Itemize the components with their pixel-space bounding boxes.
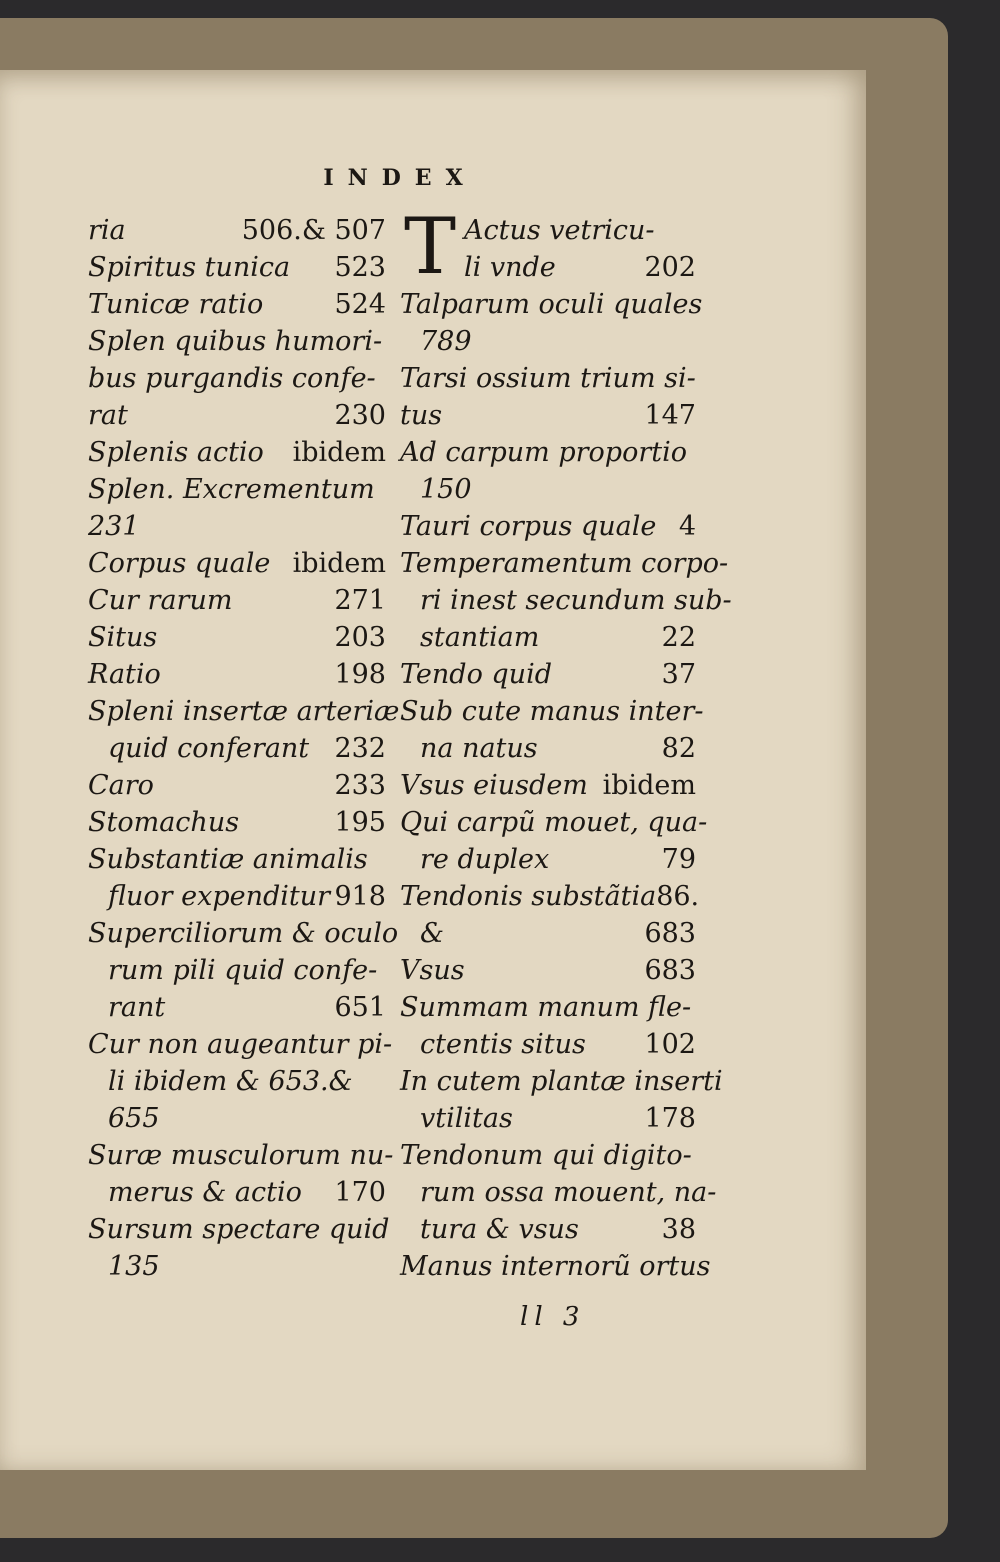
entry-text: &: [420, 918, 445, 949]
index-entry: [400, 989, 696, 1026]
entry-text: li ibidem & 653.&: [108, 1066, 353, 1097]
index-entry: [400, 471, 696, 508]
entry-page-ref: ibidem: [602, 770, 696, 801]
entry-text: quid conferant: [108, 733, 310, 764]
entry-text: 789: [420, 326, 472, 357]
entry-text: Superciliorum & oculo: [88, 918, 399, 949]
entry-text: Ratio: [88, 659, 161, 690]
index-entry: [400, 1248, 711, 1285]
index-entry: [400, 730, 696, 767]
entry-page-ref: 86.: [656, 881, 700, 912]
index-entry: [88, 804, 386, 841]
entry-page-ref: ibidem: [292, 437, 386, 468]
entry-text: Situs: [88, 622, 158, 653]
entry-page-ref: 683: [644, 955, 696, 986]
index-entry: [400, 878, 700, 915]
index-entry: [88, 952, 386, 989]
entry-page-ref: 147: [644, 400, 696, 431]
drop-capital: T: [404, 202, 457, 292]
index-entry: [88, 767, 386, 804]
index-entry: [88, 1211, 390, 1248]
entry-text: Ad carpum proportio: [400, 437, 687, 468]
index-entry: [88, 730, 386, 767]
index-entry: [400, 1063, 723, 1100]
entry-page-ref: 38: [661, 1214, 696, 1245]
index-entry: [400, 582, 732, 619]
index-entry: [88, 471, 386, 508]
index-entry: [88, 360, 386, 397]
entry-text: Qui carpũ mouet, qua-: [400, 807, 708, 838]
entry-text: Splen. Excrementum: [88, 474, 375, 505]
index-entry: [400, 693, 704, 730]
index-entry: [88, 1026, 393, 1063]
index-entry: [88, 878, 386, 915]
entry-page-ref: 651: [334, 992, 386, 1023]
index-column-left: [88, 212, 400, 1285]
entry-text: Cur non augeantur pi-: [88, 1029, 393, 1060]
entry-page-ref: 22: [661, 622, 696, 653]
entry-text: Sursum spectare quid: [88, 1214, 390, 1245]
entry-text: tus: [400, 400, 443, 431]
index-entry: [88, 323, 386, 360]
entry-text: Spiritus tunica: [88, 252, 291, 283]
entry-page-ref: 506.& 507: [241, 215, 386, 246]
entry-text: Tunicæ ratio: [88, 289, 264, 320]
entry-text: fluor expenditur: [108, 881, 331, 912]
index-entry: [88, 656, 386, 693]
index-entry: [88, 545, 386, 582]
entry-text: Temperamentum corpo-: [400, 548, 729, 579]
index-entry: [88, 397, 386, 434]
entry-text: ri inest secundum sub-: [420, 585, 732, 616]
entry-page-ref: 170: [334, 1177, 386, 1208]
entry-text: Spleni insertæ arteriæ: [88, 696, 400, 727]
index-entry: [88, 508, 386, 545]
entry-text: Talparum oculi quales: [400, 289, 703, 320]
index-entry: [400, 397, 696, 434]
index-entry: [400, 656, 696, 693]
entry-page-ref: 195: [334, 807, 386, 838]
entry-page-ref: 232: [334, 733, 386, 764]
entry-page-ref: 79: [661, 844, 696, 875]
entry-text: stantiam: [420, 622, 540, 653]
entry-text: 150: [420, 474, 472, 505]
index-entry: [400, 804, 708, 841]
index-entry: [88, 989, 386, 1026]
entry-text: 655: [108, 1103, 160, 1134]
index-entry: [400, 1174, 717, 1211]
index-entry: [400, 323, 696, 360]
entry-text: rat: [88, 400, 128, 431]
page-header: INDEX: [323, 165, 477, 191]
entry-text: In cutem plantæ inserti: [400, 1066, 723, 1097]
index-entry: [400, 434, 696, 471]
entry-text: vtilitas: [420, 1103, 513, 1134]
index-entry: [88, 1137, 394, 1174]
entry-text: re duplex: [420, 844, 550, 875]
entry-text: Substantiæ animalis: [88, 844, 368, 875]
index-entry: [400, 286, 703, 323]
entry-text: Manus internorũ ortus: [400, 1251, 711, 1282]
entry-page-ref: 524: [334, 289, 386, 320]
entry-text: Suræ musculorum nu-: [88, 1140, 394, 1171]
entry-text: rum ossa mouent, na-: [420, 1177, 717, 1208]
index-entry: [88, 582, 386, 619]
entry-text: Caro: [88, 770, 154, 801]
entry-text: Tendonis substãtia: [400, 881, 657, 912]
index-entry: [88, 1063, 386, 1100]
index-entry: [400, 767, 696, 804]
index-entry: [88, 286, 386, 323]
entry-page-ref: 230: [334, 400, 386, 431]
entry-text: Splen quibus humori-: [88, 326, 383, 357]
entry-page-ref: 233: [334, 770, 386, 801]
entry-text: Vsus eiusdem: [400, 770, 588, 801]
entry-text: bus purgandis confe-: [88, 363, 376, 394]
index-entry: [88, 1174, 386, 1211]
entry-page-ref: 683: [644, 918, 696, 949]
entry-text: tura & vsus: [420, 1214, 579, 1245]
index-entry: [400, 508, 696, 545]
index-entry: [400, 619, 696, 656]
index-entry: [400, 545, 729, 582]
entry-text: Cur rarum: [88, 585, 233, 616]
entry-text: Stomachus: [88, 807, 240, 838]
index-entry: [400, 952, 696, 989]
index-entry: [400, 360, 696, 397]
entry-text: 135: [108, 1251, 160, 1282]
index-entry: [88, 619, 386, 656]
index-entry: [400, 1211, 696, 1248]
entry-text: Tarsi ossium trium si-: [400, 363, 696, 394]
entry-text: Tendonum qui digito-: [400, 1140, 692, 1171]
entry-text: ctentis situs: [420, 1029, 586, 1060]
entry-text: na natus: [420, 733, 538, 764]
entry-page-ref: 178: [644, 1103, 696, 1134]
entry-text: Splenis actio: [88, 437, 264, 468]
entry-text: Actus vetricu-: [464, 215, 655, 246]
index-entry: [88, 212, 386, 249]
entry-page-ref: 202: [644, 252, 696, 283]
index-entry: [88, 915, 399, 952]
index-entry: [400, 249, 696, 286]
entry-text: Sub cute manus inter-: [400, 696, 704, 727]
index-entry: [88, 1248, 386, 1285]
entry-page-ref: 203: [334, 622, 386, 653]
entry-text: Summam manum fle-: [400, 992, 692, 1023]
entry-page-ref: 271: [334, 585, 386, 616]
index-entry: [400, 915, 696, 952]
entry-page-ref: 918: [334, 881, 386, 912]
entry-page-ref: 37: [661, 659, 696, 690]
index-entry: [88, 1100, 386, 1137]
index-column-right: [400, 202, 732, 1285]
index-entry: [88, 841, 386, 878]
entry-page-ref: 198: [334, 659, 386, 690]
index-entry: [400, 1100, 696, 1137]
entry-text: rant: [108, 992, 166, 1023]
entry-page-ref: 82: [661, 733, 696, 764]
index-entry: [400, 841, 696, 878]
entry-text: Tendo quid: [400, 659, 552, 690]
entry-page-ref: 4: [678, 511, 696, 542]
entry-page-ref: ibidem: [292, 548, 386, 579]
entry-text: 231: [88, 511, 140, 542]
entry-text: li vnde: [464, 252, 556, 283]
index-entry: [400, 1137, 696, 1174]
entry-text: Corpus quale: [88, 548, 271, 579]
entry-text: ria: [88, 215, 126, 246]
index-entry: [400, 1026, 696, 1063]
index-entry: [88, 434, 386, 471]
entry-text: merus & actio: [108, 1177, 302, 1208]
index-entry: [88, 693, 400, 730]
entry-text: rum pili quid confe-: [108, 955, 378, 986]
index-entry: [400, 212, 696, 249]
index-entry: [88, 249, 386, 286]
entry-page-ref: 523: [334, 252, 386, 283]
signature-mark: ll 3: [520, 1302, 586, 1332]
entry-text: Tauri corpus quale: [400, 511, 657, 542]
entry-text: Vsus: [400, 955, 465, 986]
entry-page-ref: 102: [644, 1029, 696, 1060]
